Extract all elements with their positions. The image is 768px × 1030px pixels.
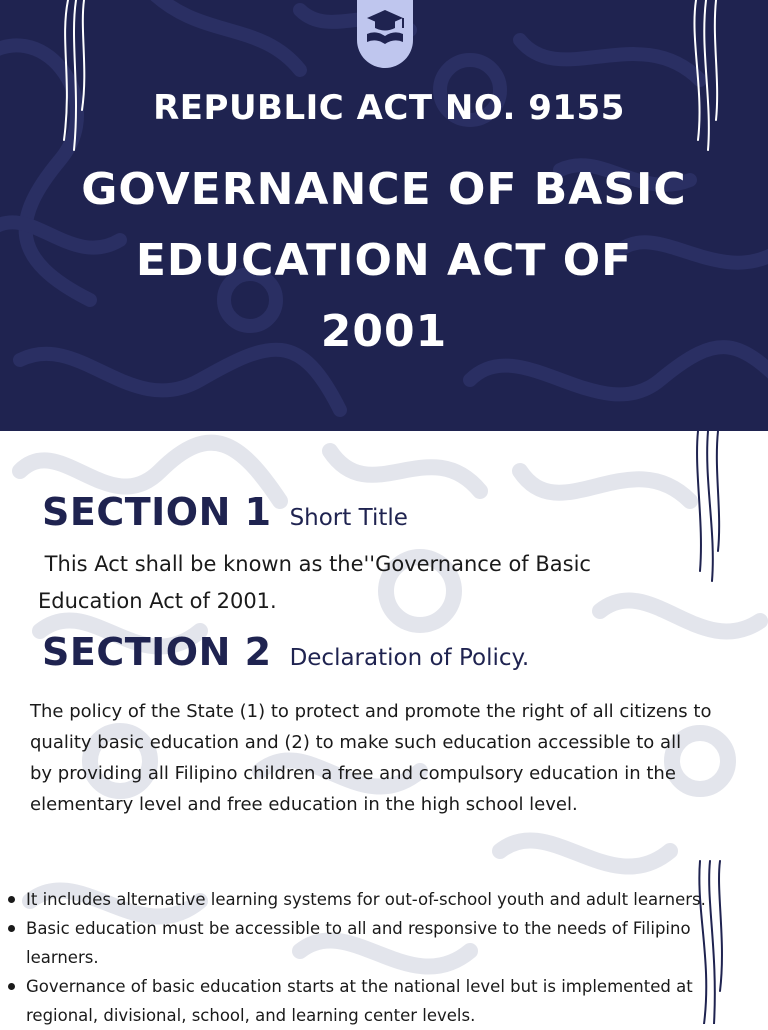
section1-body-line: Education Act of 2001. bbox=[38, 589, 277, 613]
section1-body-line: This Act shall be known as the''Governance of Basic bbox=[38, 552, 591, 576]
list-item bbox=[6, 885, 764, 914]
section1-heading bbox=[42, 490, 408, 534]
list-item-line: It includes alternative learning systems for out-of-school youth and adult learners. bbox=[26, 890, 706, 909]
section1-body bbox=[38, 546, 678, 620]
act-title bbox=[0, 154, 768, 367]
list-item bbox=[6, 914, 764, 972]
section1-label: SECTION 1 bbox=[42, 490, 272, 534]
list-item bbox=[6, 972, 764, 1030]
bullet-dot-icon bbox=[8, 896, 15, 903]
section2-subtitle: Declaration of Policy. bbox=[289, 645, 530, 671]
list-item-line: Governance of basic education starts at the national level but is implemented at bbox=[26, 977, 693, 996]
section1-subtitle: Short Title bbox=[289, 505, 408, 531]
act-number: REPUBLIC ACT NO. 9155 bbox=[153, 88, 625, 128]
graduation-book-icon bbox=[363, 8, 407, 48]
section2-body-line: quality basic education and (2) to make such education accessible to all bbox=[30, 732, 682, 753]
bullet-list bbox=[6, 885, 764, 1030]
bullet-dot-icon bbox=[8, 983, 15, 990]
section2-body bbox=[30, 696, 760, 820]
list-item-line: learners. bbox=[26, 948, 99, 967]
act-title-line: 2001 bbox=[320, 306, 448, 357]
list-item-line: Basic education must be accessible to all and responsive to the needs of Filipino bbox=[26, 919, 691, 938]
section2-label: SECTION 2 bbox=[42, 630, 272, 674]
act-title-line: GOVERNANCE OF BASIC bbox=[81, 164, 687, 215]
section2-heading bbox=[42, 630, 529, 674]
header-banner bbox=[0, 0, 768, 431]
graduation-badge bbox=[357, 0, 413, 68]
list-item-line: regional, divisional, school, and learning center levels. bbox=[26, 1006, 476, 1025]
bullet-dot-icon bbox=[8, 925, 15, 932]
section2-body-line: elementary level and free education in the high school level. bbox=[30, 794, 578, 815]
act-title-line: EDUCATION ACT OF bbox=[135, 235, 633, 286]
section2-body-line: The policy of the State (1) to protect and promote the right of all citizens to bbox=[30, 701, 712, 722]
section2-body-line: by providing all Filipino children a free and compulsory education in the bbox=[30, 763, 676, 784]
